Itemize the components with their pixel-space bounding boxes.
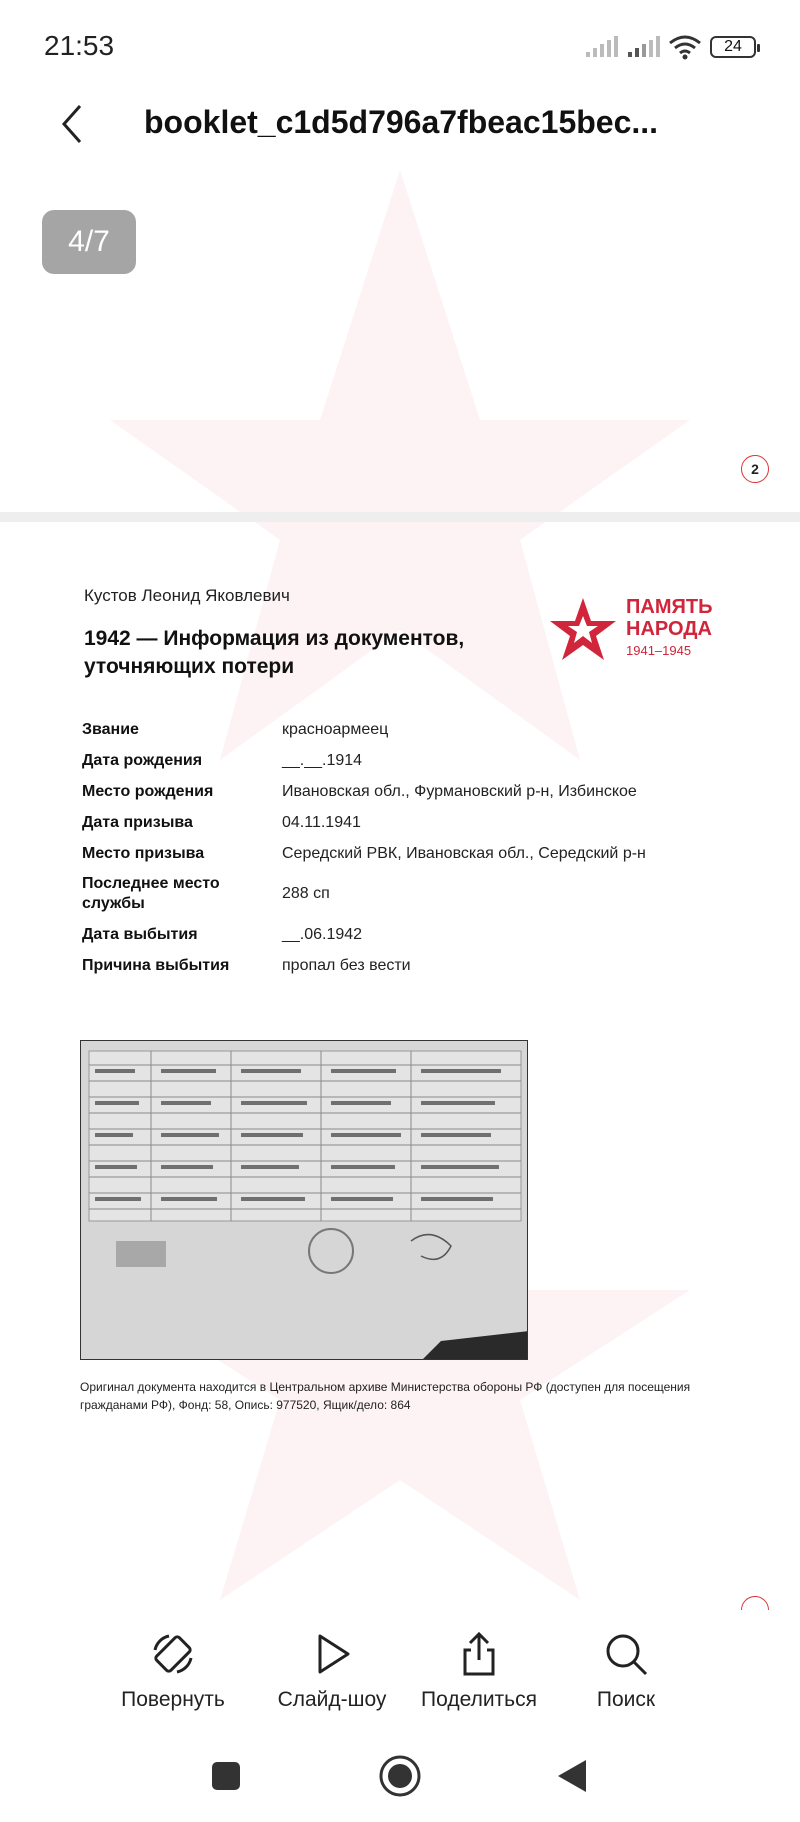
field-label: Дата призыва: [82, 813, 193, 831]
field-label: Причина выбытия: [82, 956, 230, 974]
info-row: [82, 807, 646, 838]
field-value: красноармеец: [282, 720, 389, 738]
field-label: Место призыва: [82, 844, 205, 862]
slideshow-button[interactable]: [262, 1630, 402, 1712]
logo-line2: НАРОДА: [626, 618, 712, 640]
share-button[interactable]: [409, 1630, 549, 1712]
document-scan-illustration: [81, 1041, 528, 1360]
chevron-left-icon: [52, 100, 92, 148]
pamyat-naroda-logo: [548, 596, 712, 662]
wifi-icon: [668, 34, 702, 60]
info-row: [82, 838, 646, 869]
search-button[interactable]: [556, 1630, 696, 1712]
field-value: пропал без вести: [282, 956, 411, 974]
file-title: booklet_c1d5d796a7fbeac15bec...: [144, 104, 659, 140]
home-button[interactable]: [378, 1754, 422, 1798]
page-divider: [0, 512, 800, 522]
field-value: __.06.1942: [282, 925, 363, 943]
field-value: __.__.1914: [282, 751, 363, 769]
info-table: [82, 714, 646, 981]
recent-apps-button[interactable]: [210, 1760, 242, 1792]
play-icon: [308, 1630, 356, 1678]
signal-icon: [584, 36, 618, 58]
rotate-button[interactable]: [103, 1630, 243, 1712]
field-label: Дата рождения: [82, 751, 203, 769]
page-indicator: 4/7: [42, 210, 136, 274]
info-row: [82, 919, 646, 950]
field-value: 04.11.1941: [282, 813, 361, 831]
system-nav-bar: [0, 1740, 800, 1810]
logo-text: [626, 596, 712, 662]
rotate-label: Повернуть: [121, 1688, 225, 1711]
person-name: Кустов Леонид Яковлевич: [84, 586, 290, 605]
page-number-badge: 2: [741, 455, 769, 483]
search-label: Поиск: [596, 1688, 656, 1711]
field-label: Дата выбытия: [82, 925, 198, 943]
logo-line1: ПАМЯТЬ: [626, 596, 713, 618]
status-icons: [584, 34, 756, 60]
back-nav-button[interactable]: [556, 1758, 588, 1794]
field-label: Последнее место службы: [82, 875, 220, 912]
archive-note: Оригинал документа находится в Центральном архиве Министерства обороны РФ (доступен для посещения гражданами РФ), Фонд: 58, Опись: 977520, Ящик/дело: 864: [80, 1380, 691, 1412]
red-star-icon: [548, 596, 618, 662]
document-heading: 1942 — Информация из документов, уточняющих потери: [84, 627, 465, 678]
share-icon: [455, 1630, 503, 1678]
info-row: [82, 745, 646, 776]
field-label: Звание: [82, 720, 139, 738]
signal-icon-2: [626, 36, 660, 58]
slideshow-label: Слайд-шоу: [277, 1688, 387, 1711]
archive-document-image[interactable]: [80, 1040, 528, 1360]
info-row: [82, 950, 646, 981]
logo-years: 1941–1945: [626, 643, 692, 658]
back-button[interactable]: [52, 100, 92, 148]
status-time: 21:53: [44, 30, 115, 61]
info-row: [82, 869, 646, 919]
battery-icon: 24: [710, 36, 756, 58]
search-icon: [602, 1630, 650, 1678]
field-value: Середский РВК, Ивановская обл., Середский р-н: [282, 844, 646, 862]
info-row: [82, 776, 646, 807]
field-value: 288 сп: [282, 885, 330, 902]
field-value: Ивановская обл., Фурмановский р-н, Избинское: [282, 782, 637, 800]
field-label: Место рождения: [82, 782, 214, 800]
rotate-icon: [149, 1630, 197, 1678]
info-row: [82, 714, 646, 745]
share-label: Поделиться: [421, 1688, 537, 1711]
